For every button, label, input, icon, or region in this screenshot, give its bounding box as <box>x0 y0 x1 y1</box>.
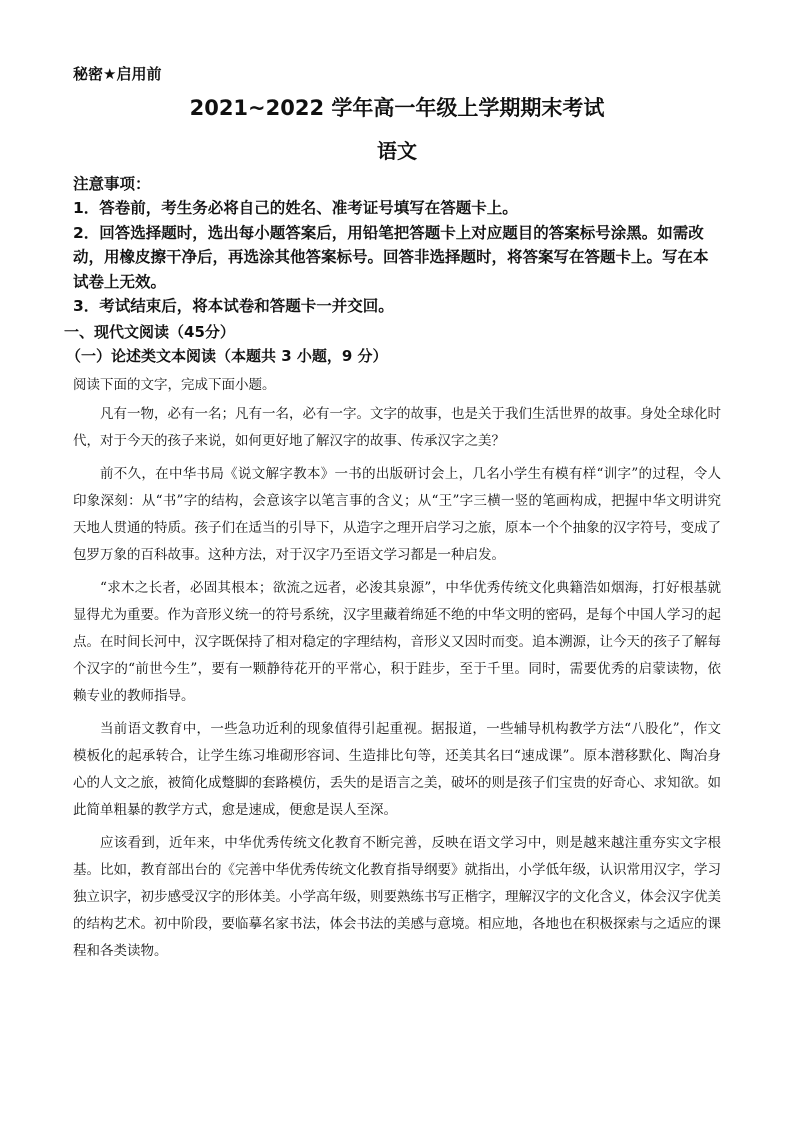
passage-paragraph: “求木之长者，必固其根本；欲流之远者，必浚其泉源”，中华优秀传统文化典籍浩如烟海，打好根基就显得尤为重要。作为音形义统一的符号系统，汉字里藏着绵延不绝的中华文明的密码，是每个中国人学习的起点。在时间长河中，汉字既保持了相对稳定的字理结构，音形义又因时而变。追本溯源，让今天的孩子了解每个汉字的“前世今生”，要有一颗静待花开的平常心，积于跬步，至于千里。同时，需要优秀的启蒙读物，依赖专业的教师指导。 <box>73 580 721 704</box>
notice-item: 1．答卷前，考生务必将自己的姓名、准考证号填写在答题卡上。 <box>73 199 518 218</box>
passage-paragraph: 前不久，在中华书局《说文解字教本》一书的出版研讨会上，几名小学生有模有样“训字”的过程，令人印象深刻：从“书”字的结构，会意该字以笔言事的含义；从“王”字三横一竖的笔画构成，把握中华文明讲究天地人贯通的特质。孩子们在适当的引导下，从造字之理开启学习之旅，原本一个个抽象的汉字符号，变成了包罗万象的百科故事。这种方法，对于汉字乃至语文学习都是一种启发。 <box>73 466 721 563</box>
notice-heading: 注意事项： <box>73 175 151 193</box>
passage-paragraph: 当前语文教育中，一些急功近利的现象值得引起重视。据报道，一些辅导机构教学方法“八股化”，作文模板化的起承转合，让学生练习堆砌形容词、生造排比句等，还美其名曰“速成课”。原本潜移默化、陶冶身心的人文之旅，被简化成蹩脚的套路模仿，丢失的是语言之美，破坏的则是孩子们宝贵的好奇心、求知欲。如此简单粗暴的教学方式，愈是速成，便愈是误人至深。 <box>73 721 721 818</box>
exam-title: 2021~2022 学年高一年级上学期期末考试 <box>189 96 605 120</box>
section-subtitle: （一）论述类文本阅读（本题共 3 小题，9 分） <box>66 347 388 365</box>
reading-instruction: 阅读下面的文字，完成下面小题。 <box>73 377 276 393</box>
notice-item: 2．回答选择题时，选出每小题答案后，用铅笔把答题卡上对应题目的答案标号涂黑。如需改动，用橡皮擦干净后，再选涂其他答案标号。回答非选择题时，将答案写在答题卡上。写在本试卷上无效。 <box>73 223 709 291</box>
secret-label: 秘密★启用前 <box>73 65 162 83</box>
reading-passage <box>73 401 721 971</box>
notice-block <box>73 172 721 318</box>
subject-title: 语文 <box>377 139 417 163</box>
notice-item: 3．考试结束后，将本试卷和答题卡一并交回。 <box>73 297 394 316</box>
passage-paragraph: 应该看到，近年来，中华优秀传统文化教育不断完善，反映在语文学习中，则是越来越注重夯实文字根基。比如，教育部出台的《完善中华优秀传统文化教育指导纲要》就指出，小学低年级，认识常用汉字，学习独立识字，初步感受汉字的形体美。小学高年级，则要熟练书写正楷字，理解汉字的文化含义，体会汉字优美的结构艺术。初中阶段，要临摹名家书法，体会书法的美感与意境。相应地，各地也在积极探索与之适应的课程和各类读物。 <box>73 835 721 959</box>
section-title: 一、现代文阅读（45分） <box>64 323 235 341</box>
passage-paragraph: 凡有一物，必有一名；凡有一名，必有一字。文字的故事，也是关于我们生活世界的故事。身处全球化时代，对于今天的孩子来说，如何更好地了解汉字的故事、传承汉字之美？ <box>73 406 721 449</box>
